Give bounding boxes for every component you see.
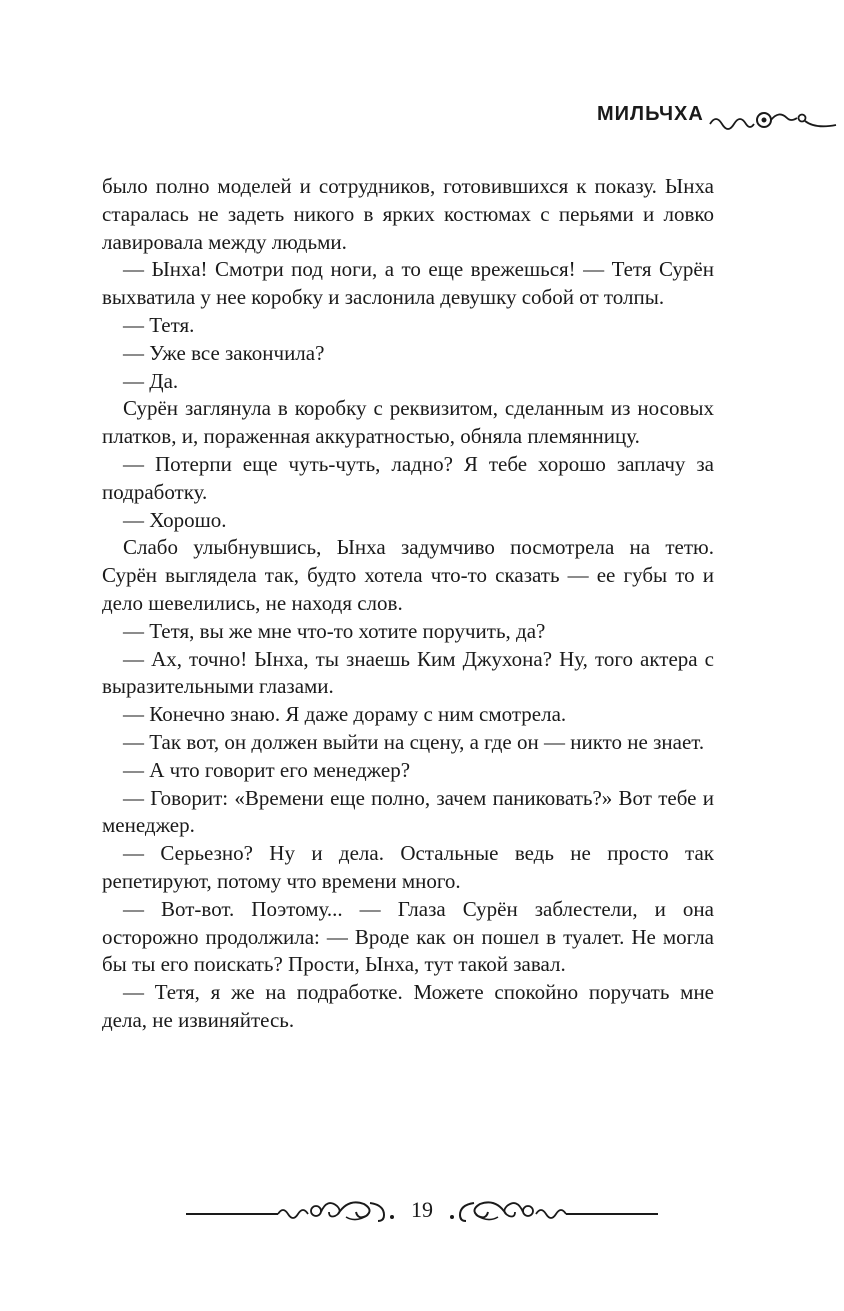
paragraph: — Говорит: «Времени еще полно, зачем паниковать?» Вот тебе и менеджер. (102, 785, 714, 838)
paragraph: — Тетя, вы же мне что-то хотите поручить, да? (123, 618, 546, 643)
paragraph: — Да. (123, 368, 179, 393)
paragraph: — Вот-вот. Поэтому... — Глаза Сурён заблестели, и она осторожно продолжила: — Вроде как он пошел в туалет. Не могла бы ты его поискать? Прости, Ынха, тут такой завал. (102, 896, 714, 977)
paragraph: — А что говорит его менеджер? (123, 757, 411, 782)
body-text (102, 173, 714, 1035)
paragraph: было полно моделей и сотрудников, готовившихся к показу. Ынха старалась не задеть никого в ярких костюмах с перьями и ловко лавировала между людьми. (102, 174, 714, 254)
paragraph: Слабо улыбнувшись, Ынха задумчиво посмотрела на тетю. Сурён выглядела так, будто хотела что-то сказать — ее губы то и дело шевелились, не находя слов. (102, 535, 714, 615)
paragraph: — Конечно знаю. Я даже дораму с ним смотрела. (123, 702, 567, 727)
running-header (597, 96, 838, 132)
right-footer-flourish-ornament (443, 1195, 658, 1225)
paragraph: — Ах, точно! Ынха, ты знаешь Ким Джухона? Ну, того актера с выразительными глазами. (102, 646, 714, 699)
running-title: МИЛЬЧХА (597, 102, 704, 125)
paragraph: Сурён заглянула в коробку с реквизитом, сделанным из носовых платков, и, пораженная аккуратностью, обняла племянницу. (102, 396, 714, 449)
paragraph: — Уже все закончила? (123, 340, 325, 365)
paragraph: — Потерпи еще чуть-чуть, ладно? Я тебе хорошо заплачу за подработку. (102, 451, 714, 504)
paragraph: — Хорошо. (123, 507, 227, 532)
paragraph: — Ынха! Смотри под ноги, а то еще врежешься! — Тетя Сурён выхватила у нее коробку и заслонила девушку собой от толпы. (102, 257, 714, 310)
paragraph: — Тетя, я же на подработке. Можете спокойно поручать мне дела, не извиняйтесь. (102, 980, 714, 1032)
page-number: 19 (411, 1197, 433, 1222)
paragraph: — Так вот, он должен выйти на сцену, а где он — никто не знает. (123, 729, 705, 754)
page-footer (0, 1195, 844, 1225)
left-footer-flourish-ornament (186, 1195, 401, 1225)
header-flourish-ornament (708, 104, 838, 132)
paragraph: — Тетя. (123, 312, 195, 337)
paragraph: — Серьезно? Ну и дела. Остальные ведь не просто так репетируют, потому что времени много. (102, 841, 714, 893)
